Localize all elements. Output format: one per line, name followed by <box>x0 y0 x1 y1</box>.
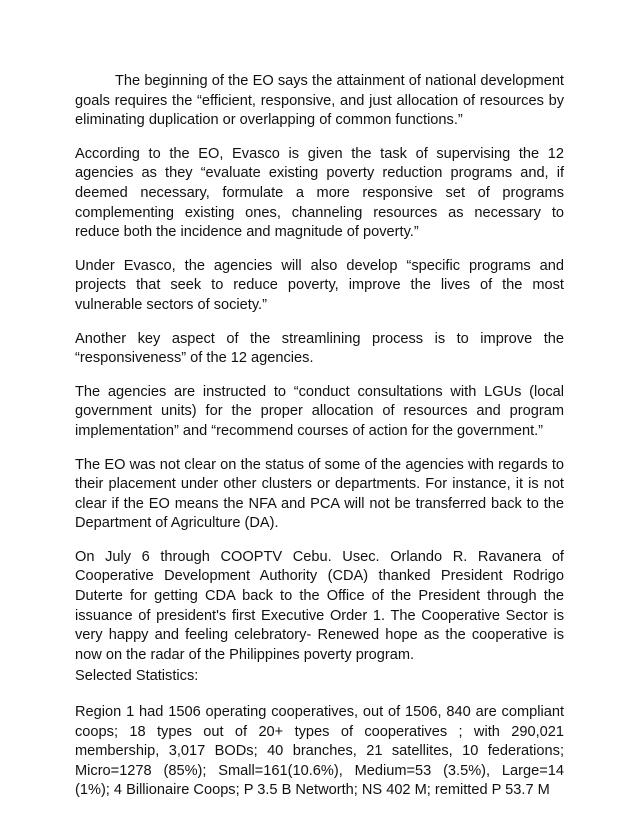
selected-statistics-heading: Selected Statistics: <box>75 668 199 685</box>
document-body <box>75 72 564 815</box>
paragraph-agencies-develop: Under Evasco, the agencies will also develop “specific programs and projects that seek to reduce poverty, improve the lives of the most vulnerable sectors of society.” <box>75 257 564 313</box>
paragraph-eo-beginning: The beginning of the EO says the attainment of national development goals requires the “efficient, responsive, and just allocation of resources by eliminating duplication or overlapping of common functions.” <box>75 73 564 129</box>
paragraph-streamlining: Another key aspect of the streamlining process is to improve the “responsiveness” of the 12 agencies. <box>75 330 564 367</box>
paragraph-eo-status: The EO was not clear on the status of some of the agencies with regards to their placement under other clusters or departments. For instance, it is not clear if the EO means the NFA and PCA will not be transferred back to the Department of Agriculture (DA). <box>75 456 564 532</box>
paragraph-region-statistics: Region 1 had 1506 operating cooperatives, out of 1506, 840 are compliant coops; 18 types out of 20+ types of cooperatives ; with 290,021 membership, 3,017 BODs; 40 branches, 21 satellites, 10 federations; Micro=1278 (85%); Small=161(10.6%), Medium=53 (3.5%), Large=14 (1%); 4 Billionaire Coops; P 3.5 B Networth; NS 402 M; remitted P 53.7 M <box>75 704 564 799</box>
paragraph-evasco-task: According to the EO, Evasco is given the task of supervising the 12 agencies as they “evaluate existing poverty reduction programs and, if deemed necessary, formulate a more responsive set of programs complementing existing ones, channeling resources as necessary to reduce both the incidence and magnitude of poverty.” <box>75 145 564 241</box>
paragraph-cooptv: On July 6 through COOPTV Cebu. Usec. Orlando R. Ravanera of Cooperative Development Authority (CDA) thanked President Rodrigo Duterte for getting CDA back to the Office of the President through the issuance of president's first Executive Order 1. The Cooperative Sector is very happy and feeling celebratory- Renewed hope as the cooperative is now on the radar of the Philippines poverty program. <box>75 548 564 663</box>
paragraph-consultations: The agencies are instructed to “conduct consultations with LGUs (local government units) for the proper allocation of resources and program implementation” and “recommend courses of action for the government.” <box>75 383 564 439</box>
